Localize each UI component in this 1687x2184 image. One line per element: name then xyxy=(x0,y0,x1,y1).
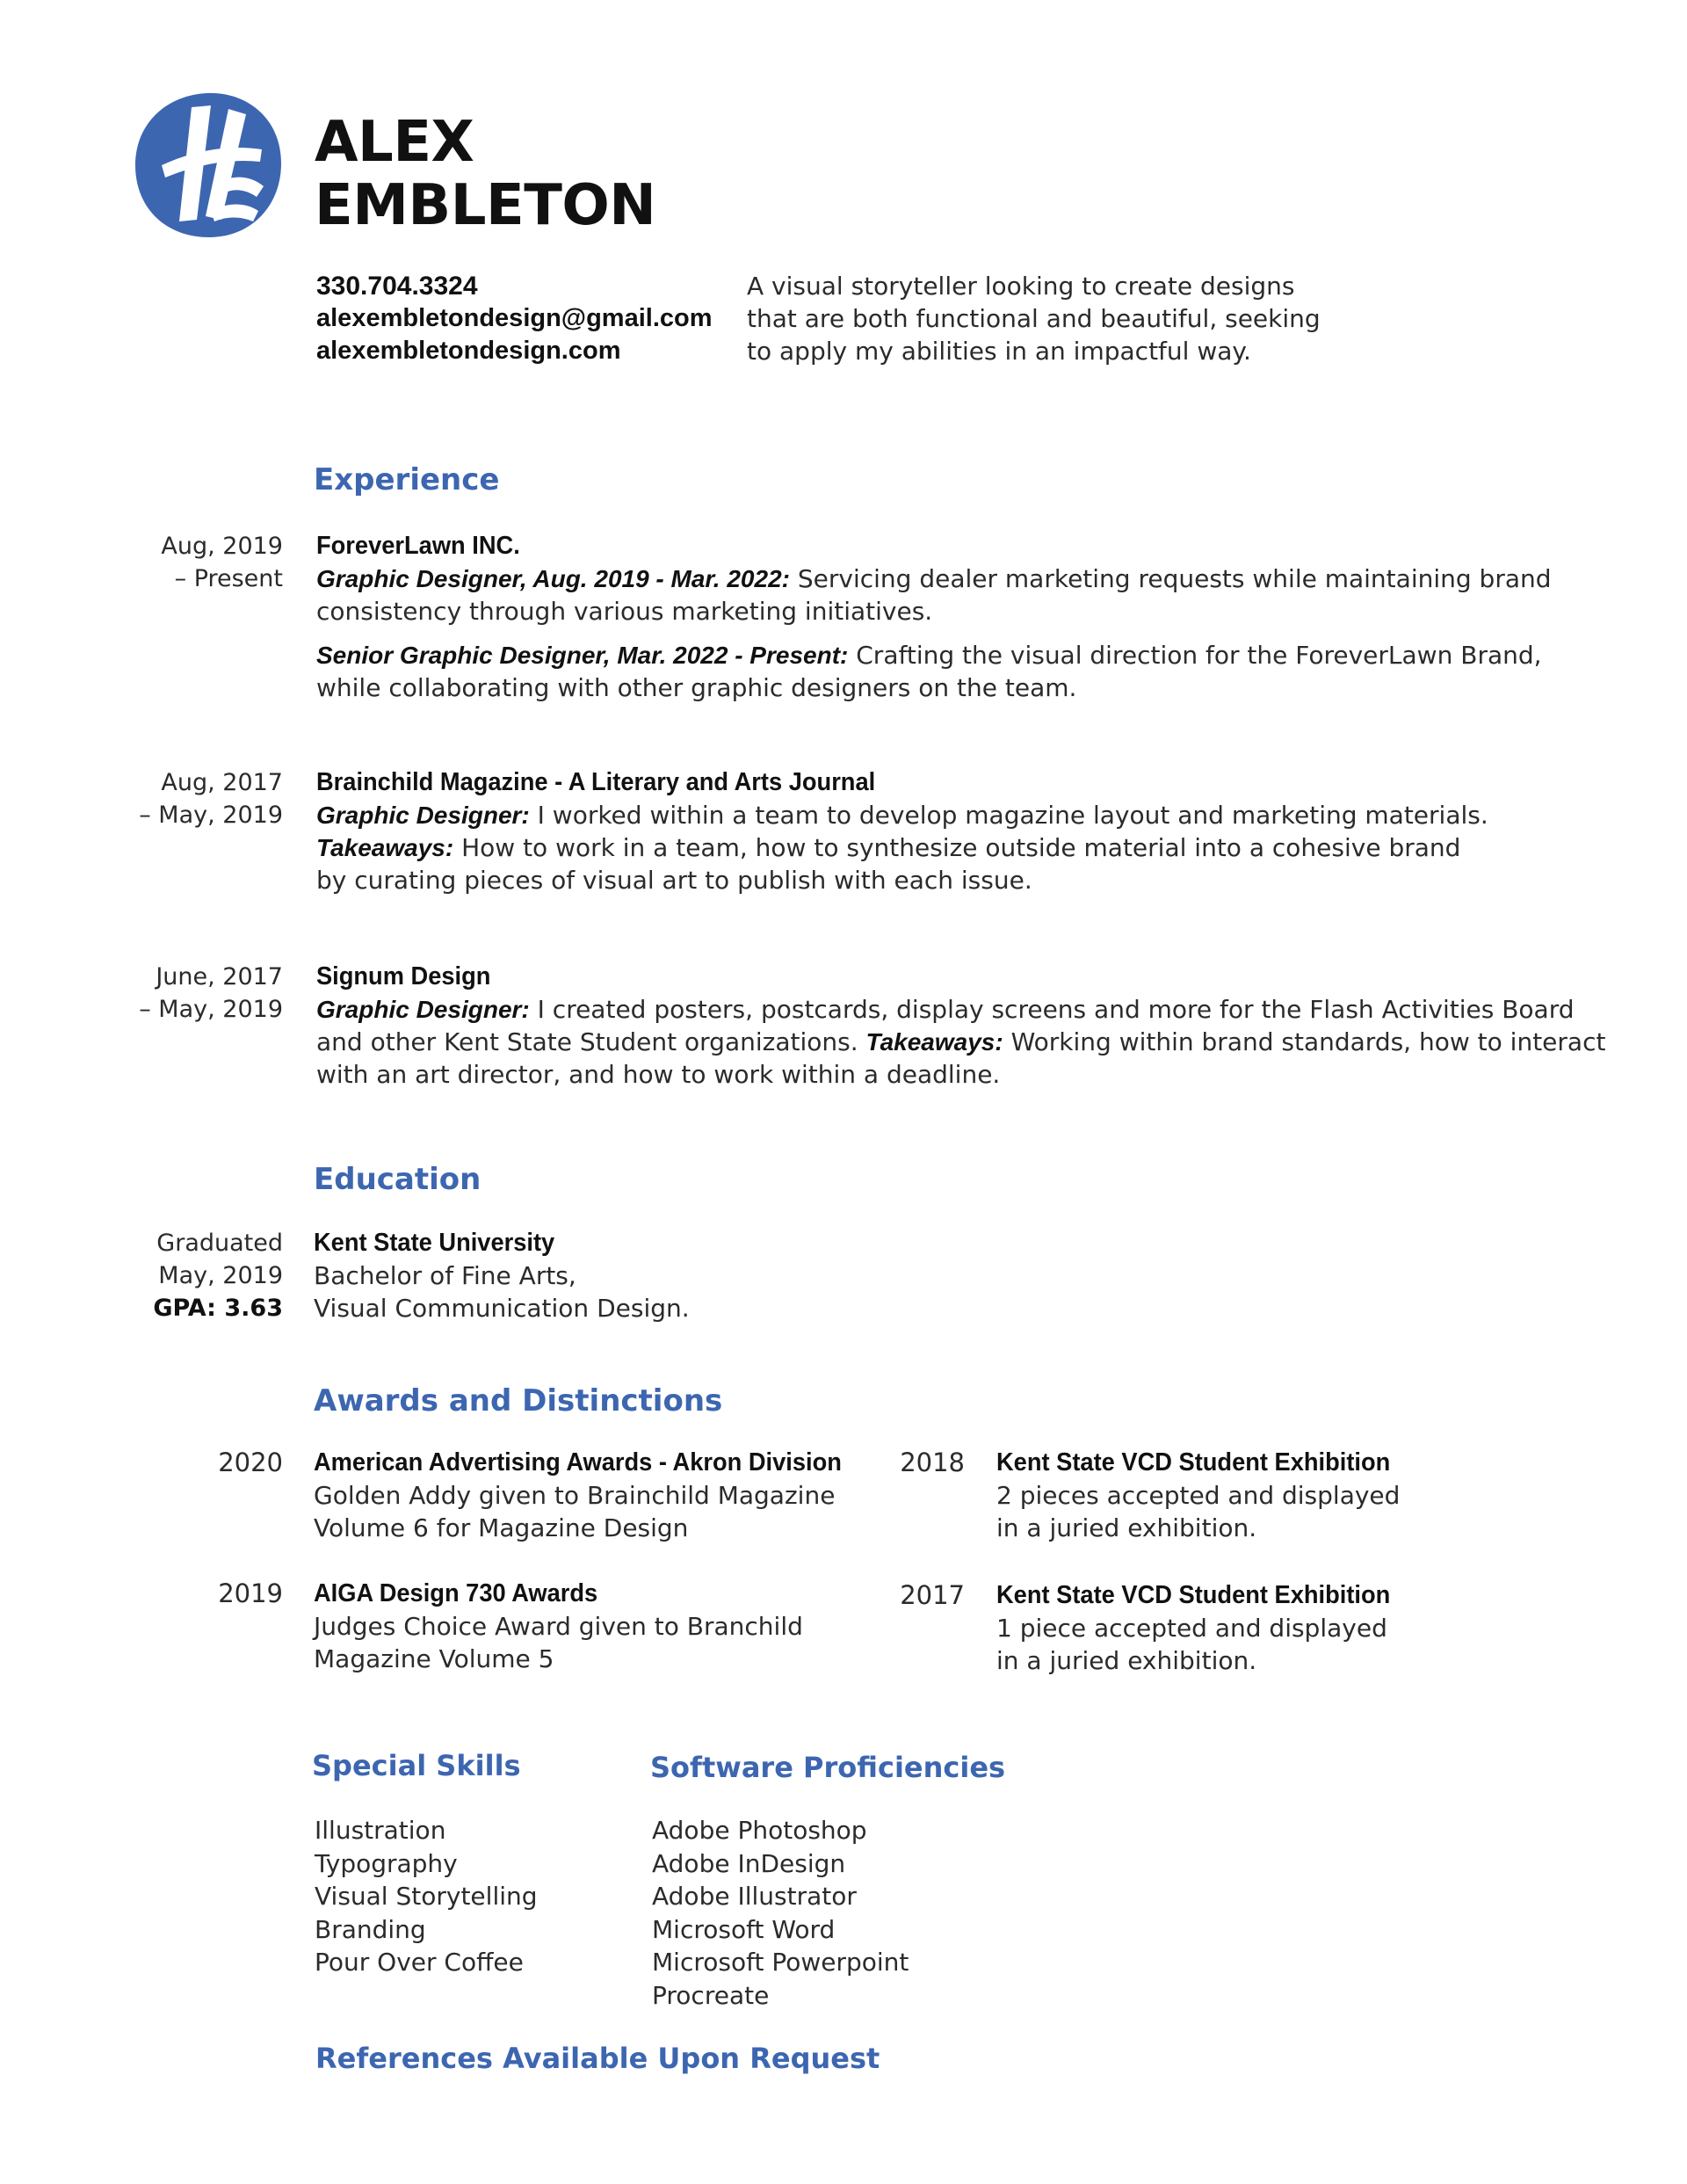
degree-line: Visual Communication Design. xyxy=(314,1294,690,1323)
experience-date xyxy=(0,961,283,1026)
award-desc: 2 pieces accepted and displayed xyxy=(996,1481,1401,1510)
date-line: Graduated xyxy=(156,1230,283,1257)
role-title: Takeaways: xyxy=(865,1028,1003,1056)
list-item: Procreate xyxy=(652,1980,770,2010)
desc-line xyxy=(316,1026,1634,1058)
awards-heading: Awards and Distinctions xyxy=(314,1383,723,1419)
software-heading: Software Proficiencies xyxy=(650,1751,1006,1784)
role-title: Graphic Designer: xyxy=(316,802,530,829)
desc-text: Working within brand standards, how to interact xyxy=(1003,1027,1606,1056)
experience-entry xyxy=(316,766,1634,896)
award-item xyxy=(996,1447,1415,1544)
date-line: – Present xyxy=(174,565,283,592)
list-item: Adobe Illustrator xyxy=(652,1882,857,1911)
skills-list xyxy=(315,1814,538,1979)
list-item: Microsoft Word xyxy=(652,1914,836,1944)
award-desc: in a juried exhibition. xyxy=(996,1513,1257,1542)
award-item xyxy=(314,1447,875,1544)
brand-logo xyxy=(130,88,285,243)
list-item: Microsoft Powerpoint xyxy=(652,1948,909,1977)
degree-line: Bachelor of Fine Arts, xyxy=(314,1261,576,1290)
role-line xyxy=(316,993,1634,1026)
award-year: 2020 xyxy=(218,1448,283,1477)
desc-line: consistency through various marketing initiatives. xyxy=(316,597,933,626)
education-date xyxy=(0,1227,283,1324)
date-line: Aug, 2017 xyxy=(161,769,283,796)
experience-entry xyxy=(316,530,1634,704)
role-title: Graphic Designer: xyxy=(316,996,530,1023)
last-name: EMBLETON xyxy=(315,173,656,238)
desc-text: and other Kent State Student organizations. xyxy=(316,1027,866,1056)
award-desc: in a juried exhibition. xyxy=(996,1646,1257,1675)
award-name: Kent State VCD Student Exhibition xyxy=(996,1448,1391,1477)
award-name: American Advertising Awards - Akron Division xyxy=(314,1448,842,1477)
date-line: June, 2017 xyxy=(156,963,283,990)
first-name: ALEX xyxy=(315,110,474,175)
objective-line: A visual storyteller looking to create designs xyxy=(747,272,1295,301)
website-link[interactable]: alexembletondesign.com xyxy=(316,337,621,365)
company-name: Brainchild Magazine - A Literary and Arts Journal xyxy=(316,768,876,796)
desc-line: while collaborating with other graphic designers on the team. xyxy=(316,673,1077,702)
role-line xyxy=(316,562,1634,595)
company-name: Signum Design xyxy=(316,962,491,990)
company-name: ForeverLawn INC. xyxy=(316,532,520,560)
desc-line: with an art director, and how to work within a deadline. xyxy=(316,1060,1001,1089)
education-entry xyxy=(314,1227,1632,1324)
award-year: 2018 xyxy=(900,1448,965,1477)
ae-monogram-icon xyxy=(130,88,285,243)
award-desc: Magazine Volume 5 xyxy=(314,1644,554,1673)
school-name: Kent State University xyxy=(314,1229,555,1257)
list-item: Visual Storytelling xyxy=(315,1882,538,1911)
role-line xyxy=(316,799,1634,831)
date-line: Aug, 2019 xyxy=(161,533,283,560)
list-item: Pour Over Coffee xyxy=(315,1948,524,1977)
role-desc: How to work in a team, how to synthesize outside material into a cohesive brand xyxy=(453,833,1461,862)
date-line: May, 2019 xyxy=(158,1262,283,1289)
skills-heading: Special Skills xyxy=(312,1749,521,1782)
date-line: – May, 2019 xyxy=(139,996,283,1023)
role-desc: Servicing dealer marketing requests while maintaining brand xyxy=(789,564,1552,593)
contact-block xyxy=(316,270,713,367)
list-item: Illustration xyxy=(315,1816,446,1845)
gpa: GPA: 3.63 xyxy=(153,1295,283,1322)
list-item: Adobe Photoshop xyxy=(652,1816,867,1845)
references-note: References Available Upon Request xyxy=(315,2042,880,2075)
role-desc: Crafting the visual direction for the ForeverLawn Brand, xyxy=(848,641,1542,670)
experience-entry xyxy=(316,961,1634,1091)
phone: 330.704.3324 xyxy=(316,272,478,301)
award-desc: Golden Addy given to Brainchild Magazine xyxy=(314,1481,836,1510)
objective-line: to apply my abilities in an impactful way. xyxy=(747,337,1251,366)
role-title: Senior Graphic Designer, Mar. 2022 - Present: xyxy=(316,642,849,669)
role-desc: I worked within a team to develop magazine layout and marketing materials. xyxy=(529,801,1488,830)
award-desc: Volume 6 for Magazine Design xyxy=(314,1513,689,1542)
list-item: Adobe InDesign xyxy=(652,1848,846,1878)
objective xyxy=(747,270,1321,367)
award-name: AIGA Design 730 Awards xyxy=(314,1579,598,1607)
role-line xyxy=(316,831,1634,864)
date-line: – May, 2019 xyxy=(139,802,283,829)
award-year: 2019 xyxy=(218,1578,283,1608)
role-line xyxy=(316,639,1634,671)
desc-line: by curating pieces of visual art to publish with each issue. xyxy=(316,866,1032,895)
experience-date xyxy=(0,766,283,831)
email-link[interactable]: alexembletondesign@gmail.com xyxy=(316,304,713,332)
role-title: Takeaways: xyxy=(316,834,454,861)
objective-line: that are both functional and beautiful, seeking xyxy=(747,304,1321,333)
education-heading: Education xyxy=(314,1162,481,1197)
experience-date xyxy=(0,530,283,595)
experience-heading: Experience xyxy=(314,462,500,497)
award-year: 2017 xyxy=(900,1580,965,1610)
award-item xyxy=(996,1579,1415,1677)
software-list xyxy=(652,1814,909,2012)
award-name: Kent State VCD Student Exhibition xyxy=(996,1581,1391,1609)
role-title: Graphic Designer, Aug. 2019 - Mar. 2022: xyxy=(316,565,790,592)
list-item: Typography xyxy=(315,1848,458,1878)
role-desc: I created posters, postcards, display screens and more for the Flash Activities Board xyxy=(529,995,1575,1024)
award-desc: 1 piece accepted and displayed xyxy=(996,1614,1387,1643)
award-desc: Judges Choice Award given to Branchild xyxy=(314,1612,803,1641)
list-item: Branding xyxy=(315,1914,426,1944)
award-item xyxy=(314,1578,803,1675)
